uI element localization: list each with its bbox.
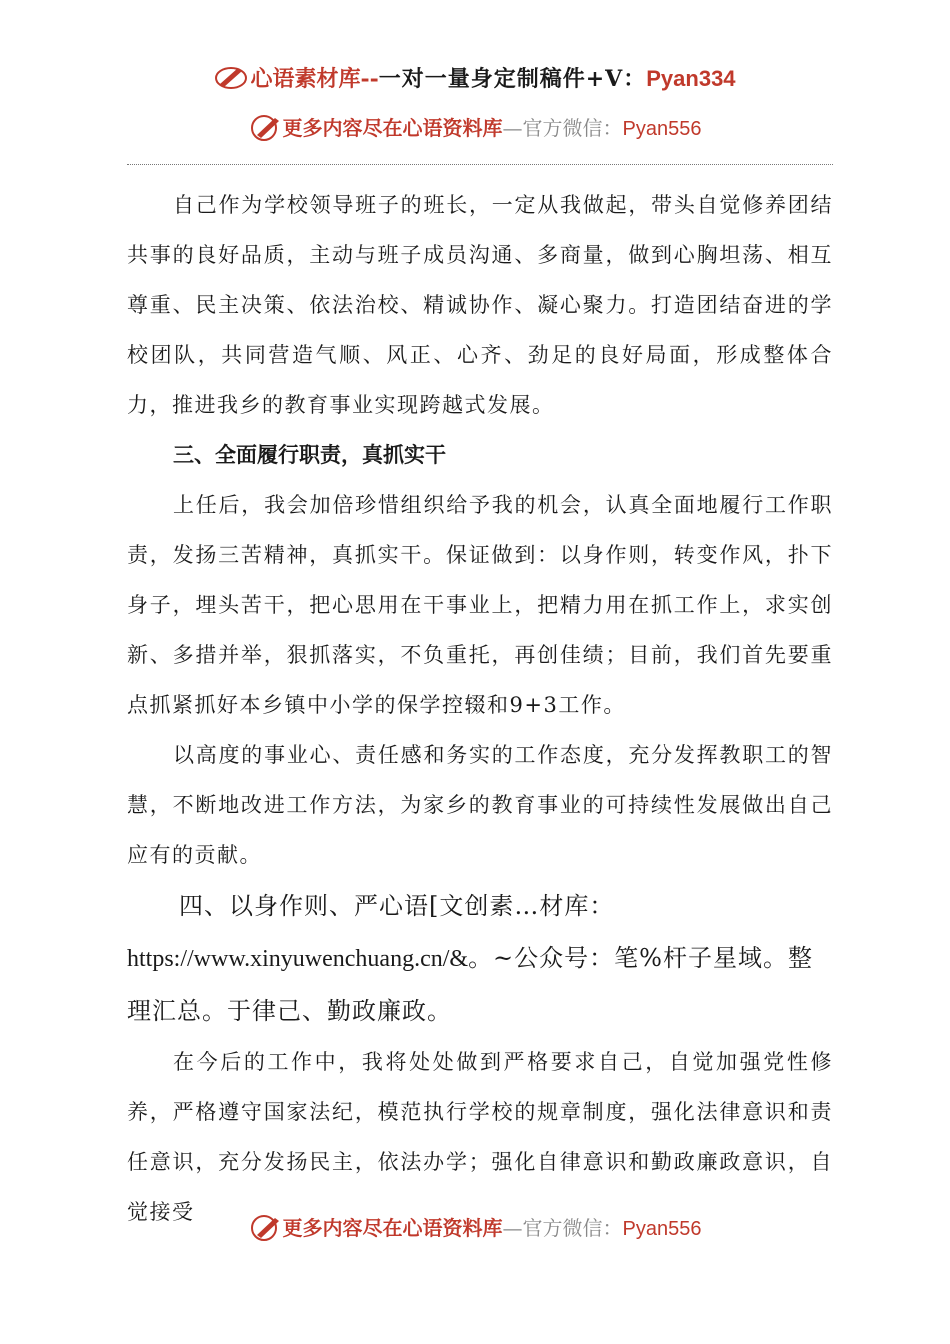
subheader-text: 更多内容尽在心语资料库 (282, 116, 503, 140)
header-banner (0, 62, 950, 96)
paragraph-4: 在今后的工作中，我将处处做到严格要求自己，自觉加强党性修养，严格遵守国家法纪，模范执行学校的规章制度，强化法律意识和责任意识，充分发扬民主，依法办学；强化自律意识和勤政廉政意识，自觉接受 (127, 1050, 833, 1224)
footer-banner (0, 1212, 950, 1246)
footer-label: —官方微信： (502, 1216, 623, 1240)
footer-wechat: Pyan556 (622, 1218, 702, 1240)
section-heading-4-continued (127, 932, 833, 1037)
website-link[interactable]: https://www.xinyuwenchuang.cn/& (127, 946, 469, 972)
paragraph-1: 自己作为学校领导班子的班长，一定从我做起，带头自觉修养团结共事的良好品质，主动与班子成员沟通、多商量，做到心胸坦荡、相互尊重、民主决策、依法治校、精诚协作、凝心聚力。打造团结奋进的学校团队，共同营造气顺、风正、心齐、劲足的良好局面，形成整体合力，推进我乡的教育事业实现跨越式发展。 (127, 193, 833, 417)
paragraph-2: 上任后，我会加倍珍惜组织给予我的机会，认真全面地履行工作职责，发扬三苦精神，真抓实干。保证做到：以身作则，转变作风，扑下身子，埋头苦干，把心思用在干事业上，把精力用在抓工作上，求实创新、多措并举，狠抓落实，不负重托，再创佳绩；目前，我们首先要重点抓紧抓好本乡镇中小学的保学控辍和9+3工作。 (127, 493, 833, 717)
document-body (127, 180, 833, 1237)
paragraph-3: 以高度的事业心、责任感和务实的工作态度，充分发挥教职工的智慧，不断地改进工作方法，为家乡的教育事业的可持续性发展做出自己应有的贡献。 (127, 743, 833, 867)
section-heading-4-text: 四、以身作则、严心语[文创素…材库： (179, 892, 615, 920)
header-wechat: Pyan334 (646, 66, 736, 91)
header-dash: -- (360, 66, 379, 92)
footer-text: 更多内容尽在心语资料库 (282, 1216, 503, 1240)
subheader-wechat: Pyan556 (622, 118, 702, 140)
pen-logo-icon (214, 64, 248, 96)
header-slogan: 一对一量身定制稿件+V： (378, 66, 647, 92)
brand-name: 心语素材库 (250, 66, 361, 92)
pen-logo-icon (249, 113, 283, 146)
header-divider (127, 164, 833, 165)
section-heading-4-rest: 。~公众号：笔%杆子星域。整理汇总。于律己、勤政廉政。 (127, 944, 813, 1025)
section-heading-4 (127, 880, 833, 932)
section-heading-3: 三、全面履行职责，真抓实干 (173, 443, 446, 467)
subheader-banner (0, 112, 950, 146)
pen-logo-icon (249, 1213, 283, 1246)
subheader-label: —官方微信： (502, 116, 623, 140)
